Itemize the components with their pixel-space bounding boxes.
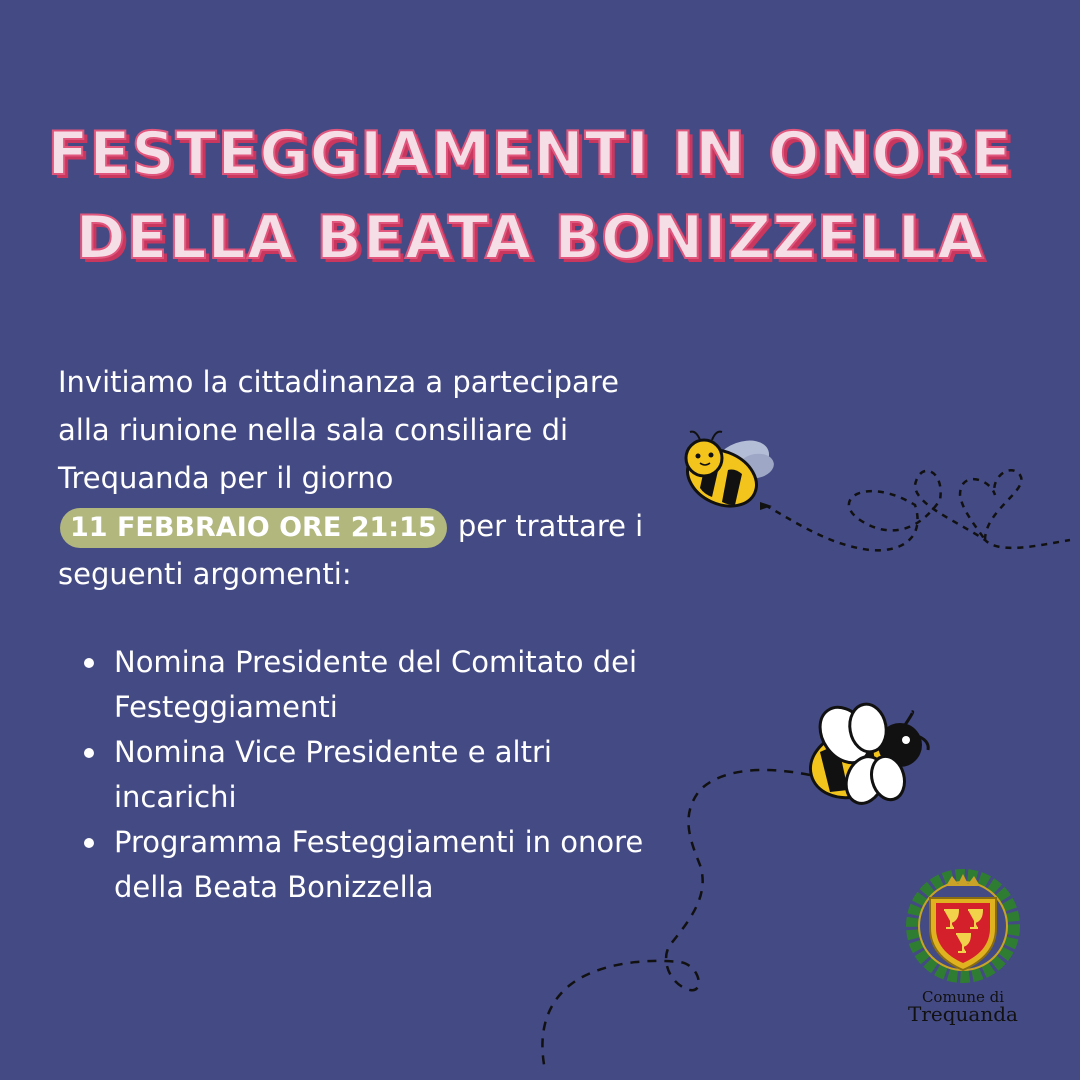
date-highlight: 11 FEBBRAIO ORE 21:15 (60, 508, 447, 548)
crest-label-small: Comune di (921, 988, 1005, 1006)
bee-icon (678, 432, 775, 517)
heart-trail-icon (765, 470, 1070, 550)
municipality-crest (896, 868, 1030, 1034)
title-line-1: FESTEGGIAMENTI IN ONORE (47, 119, 1013, 189)
bee-icon (803, 698, 928, 809)
topic-text: Nomina Vice Presidente e altri incarichi (114, 735, 552, 814)
topic-text: Programma Festeggiamenti in onore della Beata Bonizzella (114, 825, 644, 904)
crest-label-town: Trequanda (908, 1002, 1018, 1026)
dashed-trail-icon (542, 770, 810, 1070)
invitation-text-before: Invitiamo la cittadinanza a partecipare alla riunione nella sala consiliare di Trequanda per il giorno (58, 365, 619, 495)
title-line-2: DELLA BEATA BONIZZELLA (75, 203, 985, 273)
invitation-text-after: per trattare i seguenti argomenti: (58, 509, 644, 591)
topic-text: Nomina Presidente del Comitato dei Festeggiamenti (114, 645, 638, 724)
coat-of-arms-icon (896, 868, 1030, 988)
